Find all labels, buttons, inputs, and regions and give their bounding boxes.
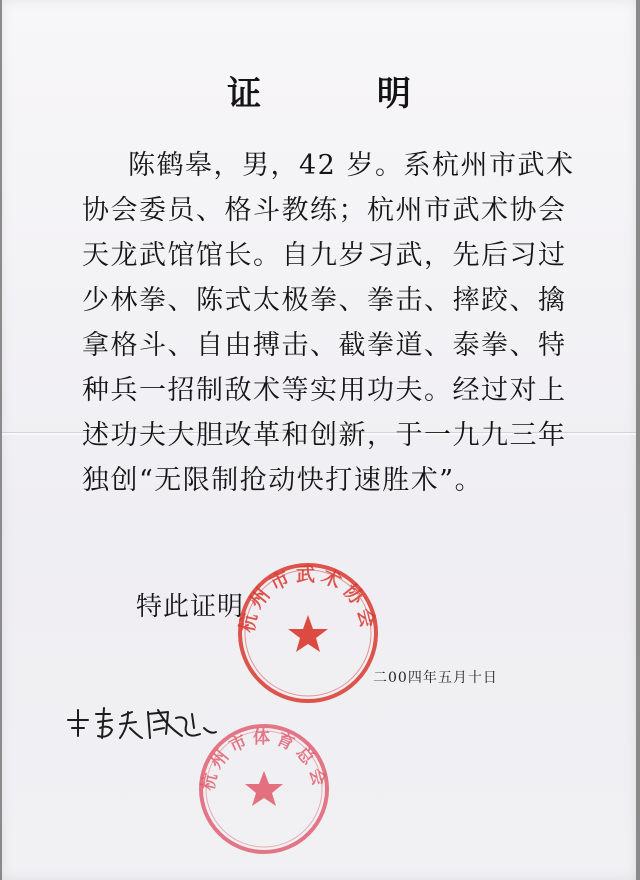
body-line: 天龙武馆馆长。自九岁习武，先后习过 bbox=[82, 240, 567, 271]
body-line: 协会委员、格斗教练；杭州市武术协会 bbox=[82, 195, 567, 226]
body-line: 少林拳、陈式太极拳、拳击、摔跤、擒 bbox=[82, 285, 567, 316]
body-line: 独创“无限制抢动快打速胜术”。 bbox=[82, 465, 484, 496]
document-paper bbox=[2, 0, 636, 880]
closing-statement: 特此证明 bbox=[136, 592, 245, 622]
star-icon bbox=[288, 615, 328, 652]
body-line: 拿格斗、自由搏击、截拳道、泰拳、特 bbox=[82, 330, 567, 361]
seal-1-text: 杭州市武术协会 bbox=[236, 563, 380, 635]
seal-2-text: 杭州市体育总会 bbox=[198, 727, 330, 793]
document-title: 证 明 bbox=[227, 74, 463, 114]
document-date: 二00四年五月十日 bbox=[373, 670, 498, 686]
body-line: 述功夫大胆改革和创新，于一九九三年 bbox=[82, 420, 567, 451]
martial-arts-association-seal bbox=[235, 560, 381, 706]
handwritten-signature bbox=[58, 698, 218, 748]
star-icon bbox=[245, 771, 283, 806]
body-line: 种兵一招制敌术等实用功夫。经过对上 bbox=[82, 375, 567, 406]
body-line: 陈鹤皋，男，42 岁。系杭州市武术 bbox=[128, 150, 575, 181]
document-body bbox=[82, 143, 602, 503]
